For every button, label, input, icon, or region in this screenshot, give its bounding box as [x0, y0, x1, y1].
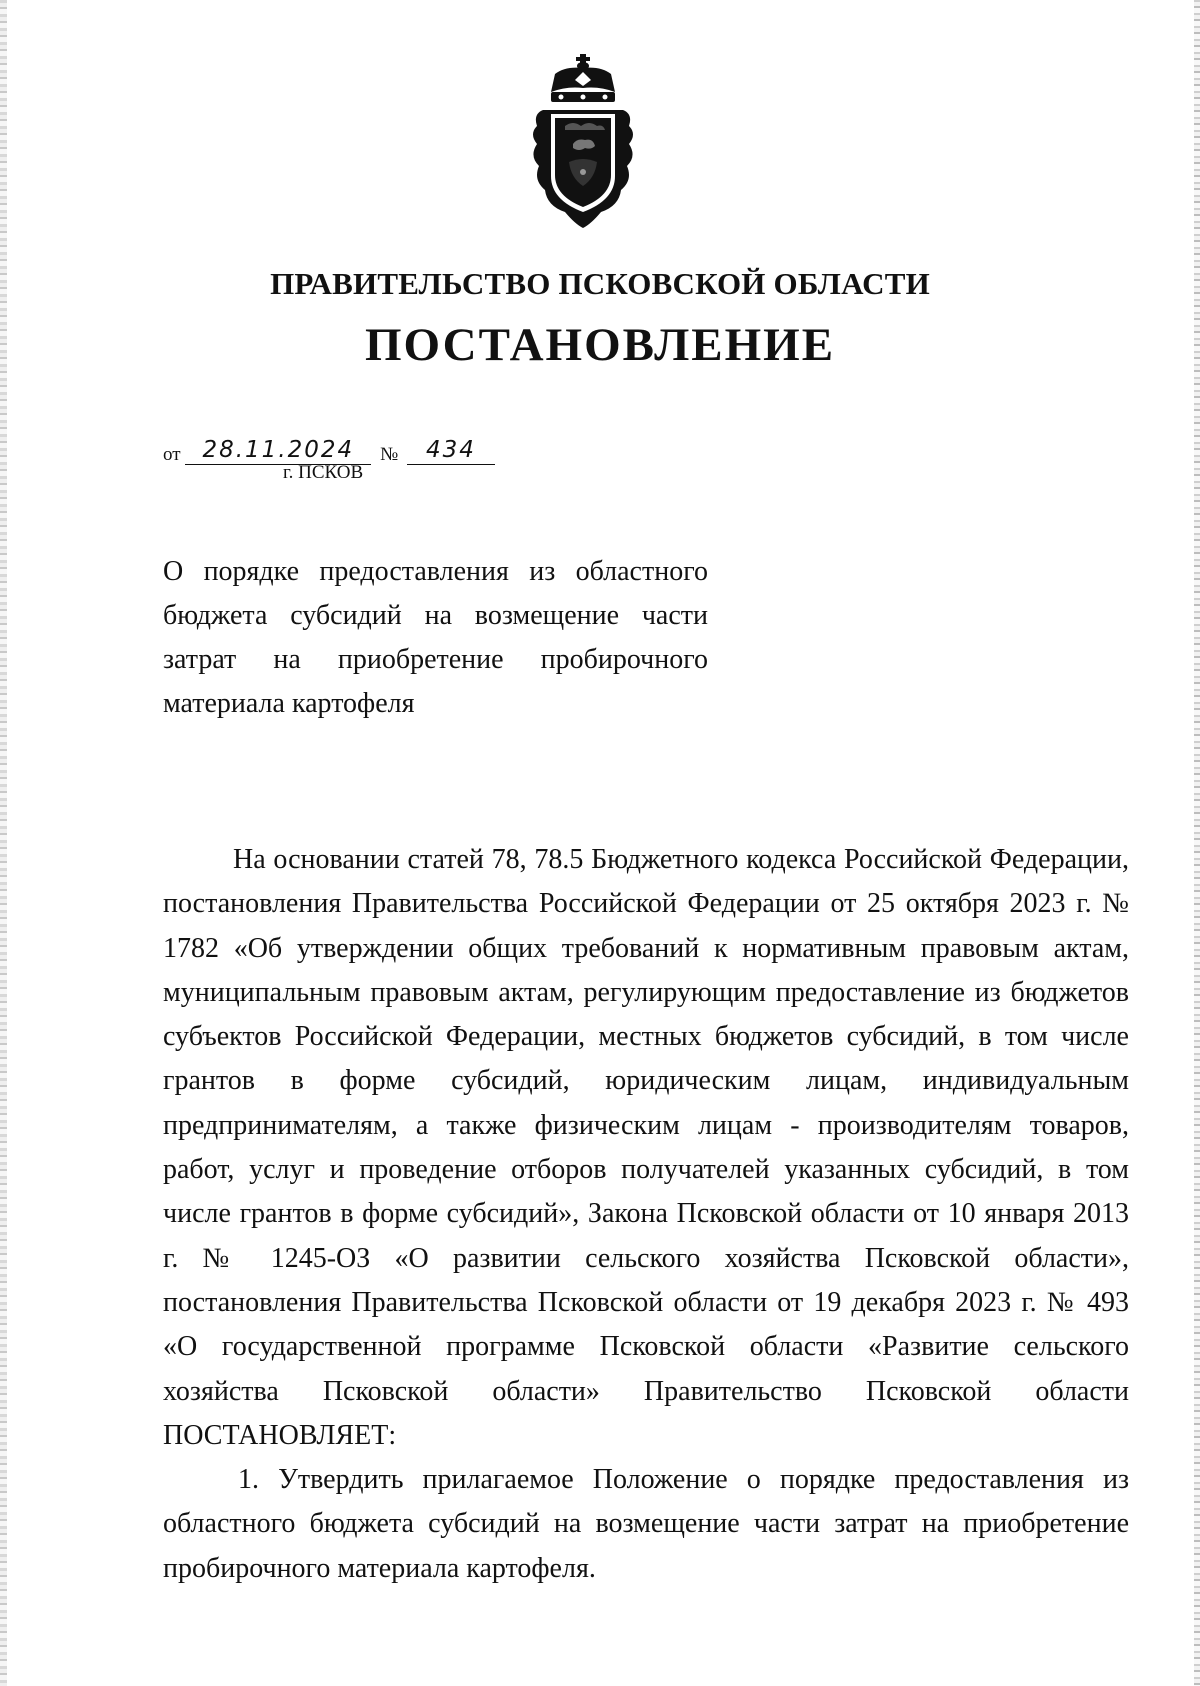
document-subject: О порядке предоставления из областного бюджета субсидий на возмещение части затрат на приобретение пробирочного материала картофеля — [163, 556, 708, 719]
coat-of-arms-icon — [525, 52, 641, 232]
document-body — [163, 838, 1129, 1591]
document-number: 434 — [407, 437, 495, 465]
scan-edge-right — [1194, 0, 1200, 1686]
number-prefix: № — [380, 444, 399, 465]
city: г. ПСКОВ — [283, 462, 364, 483]
org-title: ПРАВИТЕЛЬСТВО ПСКОВСКОЙ ОБЛАСТИ — [270, 266, 930, 301]
document-type: ПОСТАНОВЛЕНИЕ — [364, 319, 836, 371]
document-date: 28.11.2024 — [185, 437, 371, 465]
scan-edge-left — [0, 0, 7, 1686]
item-1-paragraph: 1. Утвердить прилагаемое Положение о порядке предоставления из областного бюджета субсидий на возмещение части затрат на приобретение пробирочного материала картофеля. — [163, 1464, 1129, 1584]
preamble-paragraph: На основании статей 78, 78.5 Бюджетного кодекса Российской Федерации, постановления Правительства Российской Федерации от 25 октября 2023 г. № 1782 «Об утверждении общих требований к нормативным правовым актам, муниципальным правовым актам, регулирующим предоставление из бюджетов субъектов Российской Федерации, местных бюджетов субсидий, в том числе грантов в форме субсидий, юридическим лицам, индивидуальным предпринимателям, а также физическим лицам - производителям товаров, работ, услуг и проведение отборов получателей указанных субсидий, в том числе грантов в форме субсидий», Закона Псковской области от 10 января 2013 г. № 1245-ОЗ «О развитии сельского хозяйства Псковской области», постановления Правительства Псковской области от 19 декабря 2023 г. № 493 «О государственной программе Псковской области «Развитие сельского хозяйства Псковской области» Правительство Псковской области ПОСТАНОВЛЯЕТ: — [163, 844, 1129, 1451]
date-prefix: от — [163, 444, 181, 465]
